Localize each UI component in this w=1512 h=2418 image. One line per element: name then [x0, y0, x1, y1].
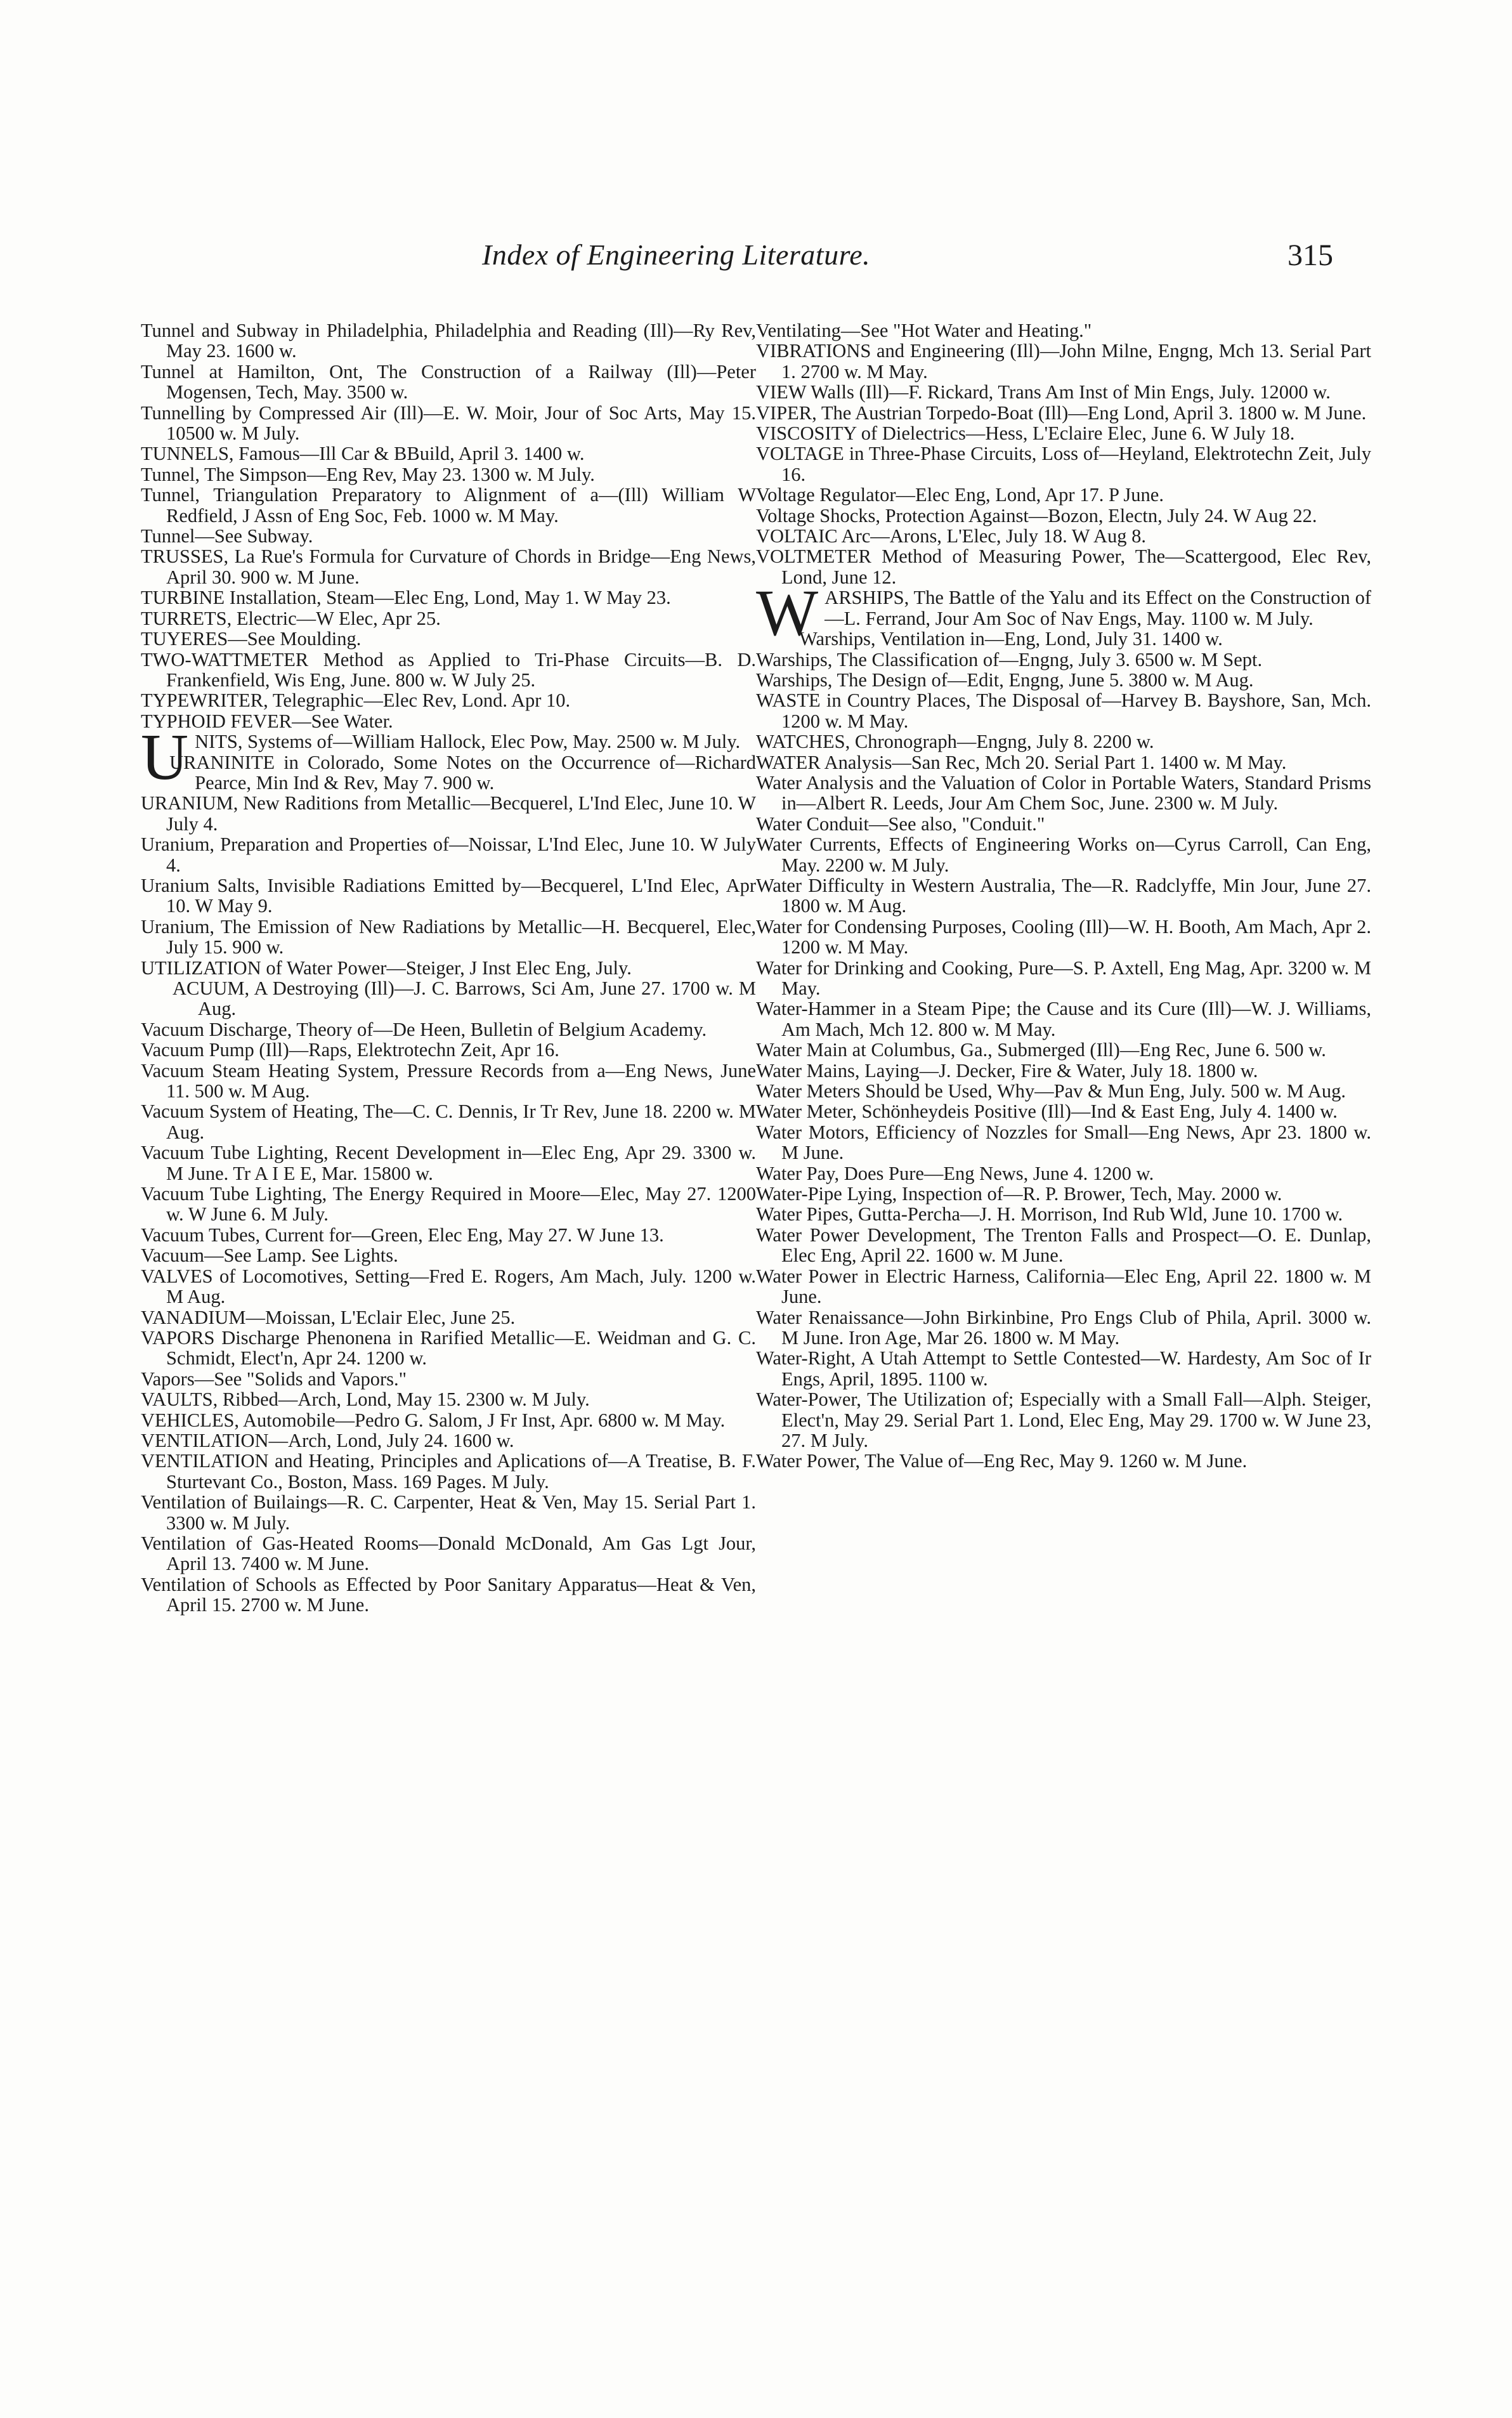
index-entry: Tunnel, Triangulation Preparatory to Alignment of a—(Ill) William W Redfield, J Assn of Eng Soc, Feb. 1000 w. M May. — [141, 484, 756, 526]
index-entry: VIPER, The Austrian Torpedo-Boat (Ill)—Eng Lond, April 3. 1800 w. M June. — [756, 402, 1367, 424]
index-entry: Uranium Salts, Invisible Radiations Emitted by—Becquerel, L'Ind Elec, Apr 10. W May 9. — [141, 874, 756, 917]
index-entry: Water Meter, Schönheydeis Positive (Ill)—Ind & East Eng, July 4. 1400 w. — [756, 1101, 1338, 1123]
index-entry: VENTILATION—Arch, Lond, July 24. 1600 w. — [141, 1429, 514, 1451]
index-entry: Water-Hammer in a Steam Pipe; the Cause and its Cure (Ill)—W. J. Williams, Am Mach, Mch 12. 800 w. M May. — [756, 998, 1371, 1040]
index-entry: WATCHES, Chronograph—Engng, July 8. 2200 w. — [756, 731, 1154, 753]
index-entry: URANIUM, New Raditions from Metallic—Becquerel, L'Ind Elec, June 10. W July 4. — [141, 792, 756, 835]
index-entry: Vacuum System of Heating, The—C. C. Dennis, Ir Tr Rev, June 18. 2200 w. M Aug. — [141, 1101, 756, 1143]
index-entry: TYPHOID FEVER—See Water. — [141, 710, 393, 732]
index-entry: Water Mains, Laying—J. Decker, Fire & Water, July 18. 1800 w. — [756, 1059, 1258, 1082]
index-entry: Water Conduit—See also, "Conduit." — [756, 813, 1045, 835]
left-index-column — [141, 320, 756, 1616]
index-entry: Uranium, The Emission of New Radiations by Metallic—H. Becquerel, Elec, July 15. 900 w. — [141, 915, 756, 958]
index-entry: VEHICLES, Automobile—Pedro G. Salom, J Fr Inst, Apr. 6800 w. M May. — [141, 1409, 726, 1431]
index-entry: ACUUM, A Destroying (Ill)—J. C. Barrows, Sci Am, June 27. 1700 w. M Aug. — [173, 977, 756, 1020]
index-entry: Water for Condensing Purposes, Cooling (Ill)—W. H. Booth, Am Mach, Apr 2. 1200 w. M May. — [756, 915, 1371, 958]
index-entry: Water for Drinking and Cooking, Pure—S. P. Axtell, Eng Mag, Apr. 3200 w. M May. — [756, 957, 1371, 999]
index-entry: VOLTMETER Method of Measuring Power, The—Scattergood, Elec Rev, Lond, June 12. — [756, 546, 1371, 588]
index-entry: VOLTAIC Arc—Arons, L'Elec, July 18. W Aug 8. — [756, 525, 1146, 547]
index-entry: Water Renaissance—John Birkinbine, Pro Engs Club of Phila, April. 3000 w. M June. Iron Age, Mar 26. 1800 w. M May. — [756, 1306, 1371, 1349]
index-entry: Water Meters Should be Used, Why—Pav & Mun Eng, July. 500 w. M Aug. — [756, 1080, 1346, 1102]
index-entry: Vacuum Tubes, Current for—Green, Elec Eng, May 27. W June 13. — [141, 1224, 664, 1246]
index-entry: TYPEWRITER, Telegraphic—Elec Rev, Lond. Apr 10. — [141, 689, 571, 712]
index-entry: TRUSSES, La Rue's Formula for Curvature of Chords in Bridge—Eng News, April 30. 900 w. M June. — [141, 546, 756, 588]
index-entry: Tunnelling by Compressed Air (Ill)—E. W. Moir, Jour of Soc Arts, May 15. 10500 w. M July. — [141, 402, 756, 445]
index-entry: Warships, Ventilation in—Eng, Lond, July 31. 1400 w. — [799, 628, 1223, 650]
index-entry: VAPORS Discharge Phenonena in Rarified Metallic—E. Weidman and G. C. Schmidt, Elect'n, Apr 24. 1200 w. — [141, 1326, 756, 1369]
index-entry: Water Power, The Value of—Eng Rec, May 9. 1260 w. M June. — [756, 1450, 1248, 1472]
index-entry: WARSHIPS, The Battle of the Yalu and its Effect on the Construction of—L. Ferrand, Jour Am Soc of Nav Engs, May. 1100 w. M July. — [756, 577, 1371, 650]
index-entry: Water Pipes, Gutta-Percha—J. H. Morrison, Ind Rub Wld, June 10. 1700 w. — [756, 1203, 1343, 1225]
index-entry: VENTILATION and Heating, Principles and Aplications of—A Treatise, B. F. Sturtevant Co., Boston, Mass. 169 Pages. M July. — [141, 1450, 756, 1493]
index-entry: Water-Pipe Lying, Inspection of—R. P. Brower, Tech, May. 2000 w. — [756, 1183, 1282, 1205]
index-entry: Warships, The Classification of—Engng, July 3. 6500 w. M Sept. — [756, 648, 1263, 670]
index-entry: Tunnel at Hamilton, Ont, The Construction of a Railway (Ill)—Peter Mogensen, Tech, May. 3500 w. — [141, 360, 756, 403]
index-entry: VAULTS, Ribbed—Arch, Lond, May 15. 2300 w. M July. — [141, 1389, 590, 1411]
index-entry: Ventilating—See "Hot Water and Heating." — [756, 320, 1092, 341]
index-entry: Tunnel, The Simpson—Eng Rev, May 23. 1300 w. M July. — [141, 463, 595, 485]
index-entry: VISCOSITY of Dielectrics—Hess, L'Eclaire Elec, June 6. W July 18. — [756, 422, 1295, 445]
index-entry: WATER Analysis—San Rec, Mch 20. Serial Part 1. 1400 w. M May. — [756, 751, 1287, 773]
index-entry: Ventilation of Builaings—R. C. Carpenter, Heat & Ven, May 15. Serial Part 1. 3300 w. M July. — [141, 1491, 756, 1534]
index-entry: Water Analysis and the Valuation of Color in Portable Waters, Standard Prisms in—Albert R. Leeds, Jour Am Chem Soc, June. 2300 w. M July. — [756, 771, 1371, 814]
index-entry: UNITS, Systems of—William Hallock, Elec Pow, May. 2500 w. M July. — [141, 721, 741, 794]
index-entry: Water Pay, Does Pure—Eng News, June 4. 1200 w. — [756, 1162, 1154, 1184]
index-entry: Voltage Shocks, Protection Against—Bozon, Electn, July 24. W Aug 22. — [756, 504, 1317, 526]
index-entry: VOLTAGE in Three-Phase Circuits, Loss of—Heyland, Elektrotechn Zeit, July 16. — [756, 443, 1371, 485]
index-entry: Water Power Development, The Trenton Falls and Prospect—O. E. Dunlap, Elec Eng, April 22. 1600 w. M June. — [756, 1224, 1371, 1267]
index-entry: VANADIUM—Moissan, L'Eclair Elec, June 25. — [141, 1306, 516, 1328]
page-header — [0, 238, 1512, 289]
index-entry: TUYERES—See Moulding. — [141, 628, 362, 650]
index-entry: Ventilation of Schools as Effected by Poor Sanitary Apparatus—Heat & Ven, April 15. 2700 w. M June. — [141, 1573, 756, 1616]
index-entry: VALVES of Locomotives, Setting—Fred E. Rogers, Am Mach, July. 1200 w. M Aug. — [141, 1265, 756, 1308]
index-entry: Tunnel—See Subway. — [141, 525, 313, 547]
index-entry: UTILIZATION of Water Power—Steiger, J Inst Elec Eng, July. — [141, 957, 632, 979]
page-number: 315 — [1287, 239, 1333, 272]
index-entry: TUNNELS, Famous—Ill Car & BBuild, April 3. 1400 w. — [141, 443, 585, 465]
index-entry: Uranium, Preparation and Properties of—Noissar, L'Ind Elec, June 10. W July 4. — [141, 833, 756, 876]
index-entry: Warships, The Design of—Edit, Engng, June 5. 3800 w. M Aug. — [756, 669, 1254, 691]
index-entry: Vacuum Tube Lighting, Recent Development in—Elec Eng, Apr 29. 3300 w. M June. Tr A I E E, Mar. 15800 w. — [141, 1142, 756, 1184]
index-entry: Vacuum Tube Lighting, The Energy Required in Moore—Elec, May 27. 1200 w. W June 6. M July. — [141, 1183, 756, 1225]
index-entry: URANINITE in Colorado, Some Notes on the Occurrence of—Richard Pearce, Min Ind & Rev, May 7. 900 w. — [169, 751, 756, 794]
index-entry: Water Motors, Efficiency of Nozzles for Small—Eng News, Apr 23. 1800 w. M June. — [756, 1121, 1371, 1164]
index-entry: Water Currents, Effects of Engineering Works on—Cyrus Carroll, Can Eng, May. 2200 w. M July. — [756, 833, 1371, 876]
running-head: Index of Engineering Literature. — [482, 239, 871, 271]
index-entry: VIEW Walls (Ill)—F. Rickard, Trans Am Inst of Min Engs, July. 12000 w. — [756, 381, 1331, 403]
index-entry: Water Main at Columbus, Ga., Submerged (Ill)—Eng Rec, June 6. 500 w. — [756, 1039, 1326, 1061]
index-entry: VIBRATIONS and Engineering (Ill)—John Milne, Engng, Mch 13. Serial Part 1. 2700 w. M May. — [756, 340, 1371, 382]
index-entry: Water-Power, The Utilization of; Especially with a Small Fall—Alph. Steiger, Elect'n, May 29. Serial Part 1. Lond, Elec Eng, May 29. 1700 w. W June 23, 27. M July. — [756, 1389, 1371, 1451]
index-entry: Vapors—See "Solids and Vapors." — [141, 1368, 407, 1390]
index-entry: Vacuum Discharge, Theory of—De Heen, Bulletin of Belgium Academy. — [141, 1018, 707, 1040]
index-entry: Vacuum—See Lamp. See Lights. — [141, 1245, 398, 1267]
index-entry: Vacuum Steam Heating System, Pressure Records from a—Eng News, June 11. 500 w. M Aug. — [141, 1059, 756, 1102]
index-entry: Tunnel and Subway in Philadelphia, Philadelphia and Reading (Ill)—Ry Rev, May 23. 1600 w. — [141, 320, 756, 362]
index-entry: TWO-WATTMETER Method as Applied to Tri-Phase Circuits—B. D. Frankenfield, Wis Eng, June. 800 w. W July 25. — [141, 648, 756, 691]
index-entry: TURBINE Installation, Steam—Elec Eng, Lond, May 1. W May 23. — [141, 587, 671, 609]
index-entry: Water Power in Electric Harness, California—Elec Eng, April 22. 1800 w. M June. — [756, 1265, 1371, 1308]
index-entry: Water-Right, A Utah Attempt to Settle Contested—W. Hardesty, Am Soc of Ir Engs, April, 1895. 1100 w. — [756, 1347, 1371, 1390]
index-entry: WASTE in Country Places, The Disposal of—Harvey B. Bayshore, San, Mch. 1200 w. M May. — [756, 689, 1371, 732]
index-entry: Ventilation of Gas-Heated Rooms—Donald McDonald, Am Gas Lgt Jour, April 13. 7400 w. M June. — [141, 1532, 756, 1575]
index-entry: Voltage Regulator—Elec Eng, Lond, Apr 17. P June. — [756, 484, 1164, 506]
index-entry: Water Difficulty in Western Australia, The—R. Radclyffe, Min Jour, June 27. 1800 w. M Aug. — [756, 874, 1371, 917]
right-index-column — [756, 320, 1371, 1472]
index-entry: Vacuum Pump (Ill)—Raps, Elektrotechn Zeit, Apr 16. — [141, 1039, 559, 1061]
index-entry: TURRETS, Electric—W Elec, Apr 25. — [141, 607, 441, 629]
